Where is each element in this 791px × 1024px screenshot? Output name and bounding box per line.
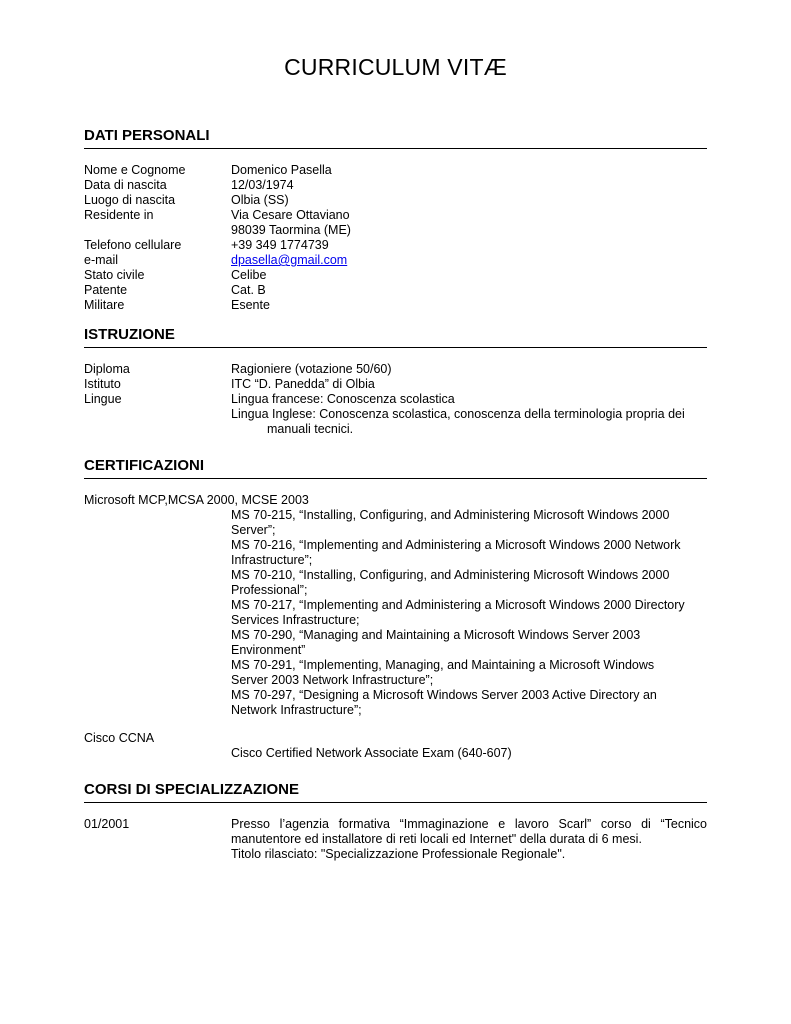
info-value: Esente	[231, 298, 270, 312]
edu-value: Ragioniere (votazione 50/60)	[231, 362, 392, 376]
info-label: Data di nascita	[84, 178, 167, 192]
list-item	[231, 688, 701, 718]
info-label: Telefono cellulare	[84, 238, 182, 252]
info-value: Olbia (SS)	[231, 193, 289, 207]
edu-value: Lingua francese: Conoscenza scolastica	[231, 392, 455, 406]
microsoft-exam-list	[231, 508, 701, 718]
section-heading-corsi: CORSI DI SPECIALIZZAZIONE	[84, 781, 707, 803]
exam-line: MS 70-291, “Implementing, Managing, and Maintaining a Microsoft Windows	[231, 658, 655, 672]
list-item	[231, 508, 701, 538]
exam-line: MS 70-290, “Managing and Maintaining a Microsoft Windows Server 2003	[231, 628, 641, 642]
exam-line: Services Infrastructure;	[231, 613, 360, 627]
info-value: Cat. B	[231, 283, 266, 297]
exam-line: Professional”;	[231, 583, 308, 597]
info-label: Patente	[84, 283, 128, 297]
info-value: 12/03/1974	[231, 178, 294, 192]
info-value: +39 349 1774739	[231, 238, 329, 252]
exam-line: MS 70-216, “Implementing and Administering a Microsoft Windows 2000 Network	[231, 538, 681, 552]
exam-line: Environment”	[231, 643, 306, 657]
exam-line: Server 2003 Network Infrastructure”;	[231, 673, 434, 687]
edu-label: Lingue	[84, 392, 122, 406]
cert-label: Cisco CCNA	[84, 731, 155, 745]
exam-line: Server”;	[231, 523, 276, 537]
cert-value: Cisco Certified Network Associate Exam (640-607)	[231, 746, 512, 760]
list-item	[231, 538, 701, 568]
list-item	[231, 658, 701, 688]
exam-line: MS 70-217, “Implementing and Administering a Microsoft Windows 2000 Directory	[231, 598, 685, 612]
course-line: Presso l’agenzia formativa “Immaginazione e lavoro Scarl” corso di “Tecnico	[231, 817, 707, 831]
info-label: Militare	[84, 298, 125, 312]
exam-line: MS 70-210, “Installing, Configuring, and Administering Microsoft Windows 2000	[231, 568, 670, 582]
info-label: Residente in	[84, 208, 154, 222]
exam-line: MS 70-215, “Installing, Configuring, and Administering Microsoft Windows 2000	[231, 508, 670, 522]
info-value: Via Cesare Ottaviano	[231, 208, 350, 222]
course-line: manutentore ed installatore di reti locali ed Internet" della durata di 6 mesi.	[231, 832, 642, 846]
exam-line: MS 70-297, “Designing a Microsoft Windows Server 2003 Active Directory an	[231, 688, 657, 702]
info-label: e-mail	[84, 253, 119, 267]
edu-label: Diploma	[84, 362, 130, 376]
cert-label: Microsoft MCP,MCSA 2000, MCSE 2003	[84, 493, 309, 507]
info-label: Nome e Cognome	[84, 163, 186, 177]
exam-line: Infrastructure”;	[231, 553, 313, 567]
list-item	[231, 598, 701, 628]
edu-value: manuali tecnici.	[267, 422, 354, 436]
section-heading-istruzione: ISTRUZIONE	[84, 326, 707, 348]
course-date: 01/2001	[84, 817, 130, 831]
list-item	[231, 568, 701, 598]
email-link[interactable]: dpasella@gmail.com	[231, 253, 348, 267]
edu-label: Istituto	[84, 377, 121, 391]
info-value: Domenico Pasella	[231, 163, 332, 177]
edu-value: ITC “D. Panedda” di Olbia	[231, 377, 375, 391]
edu-value: Lingua Inglese: Conoscenza scolastica, conoscenza della terminologia propria dei	[231, 407, 685, 421]
info-label: Luogo di nascita	[84, 193, 176, 207]
document-title: CURRICULUM VITÆ	[284, 54, 507, 80]
section-heading-certificazioni: CERTIFICAZIONI	[84, 457, 707, 479]
info-label: Stato civile	[84, 268, 145, 282]
info-value-wrapper	[231, 253, 707, 268]
info-value: 98039 Taormina (ME)	[231, 223, 351, 237]
info-value: Celibe	[231, 268, 267, 282]
course-description	[231, 817, 707, 862]
list-item	[231, 628, 701, 658]
exam-line: Network Infrastructure”;	[231, 703, 362, 717]
course-line: Titolo rilasciato: "Specializzazione Professionale Regionale".	[231, 847, 566, 861]
section-heading-dati-personali: DATI PERSONALI	[84, 127, 707, 149]
